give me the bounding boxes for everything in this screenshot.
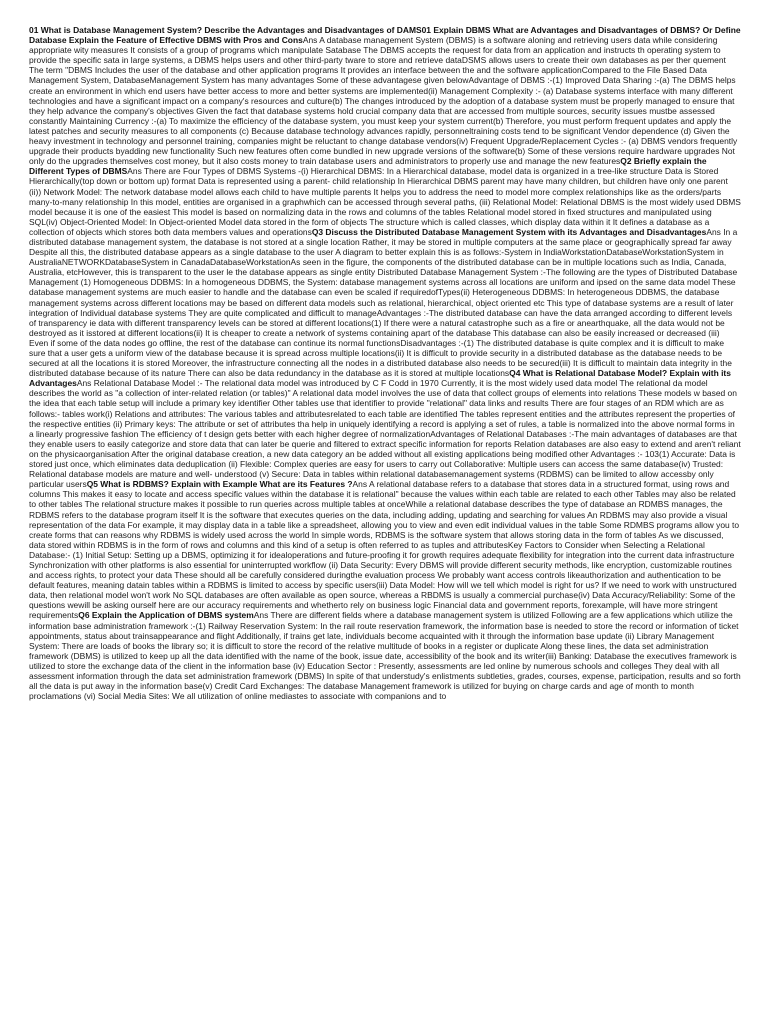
question-heading: 01 What is Database Management System? Describe the Advantages and Disadvantages of DAMS01 Explain DBMS What are Advantages and Disadvantages of DBMS? Or Define Database Explain the Feature of Effective DBMS with Pros and Cons	[29, 25, 741, 46]
answer-text: Ans In a distributed database management system, the database is not stored at a single location Rather, it may be stored in multiple computers at the same place or geographically spread far away Despite all this, the distributed database appears as a single database to the user A diagram to better explain this is as follows:-System in IndiaWorkstationDatabaseWorkstationSystem in AustraliaNETWORKDatabaseSystem in CanadaDatabaseWorkstationAs seen in the figure, the components of the distributed database can be in multiple locations such as India, Canada, Australia, etcHowever, this is transparent to the user le the database appears as single entity Distributed Database Management System :-The following are the types of Distributed Database Management (1) Homogeneous DDBMS: In a homogeneous DDBMS, the System: database management systems across all locations are uniform and ipsed on the same data model These database management systems are much easier to handle and the database can even be scaled if requiredofTypes(ii) Heterogeneous DDBMS: In heterogeneous DDBMS, the database management systems across different locations may be based on different data models such as relational, hierarchical, object oriented etc This type of database systems are a result of later integration of Individual database systems They are quite complicated and difficult to manageAdvantages :-The distributed database can have the data arranged according to different levels of transparency ie data with different transparency levels can be stored at different locations(1) If there were a natural catastrophe such as a fire or anearthquake, all the data would not be destroyed as it isstored at different locations(ii) It is cheaper to create a network of systems containing apart of the database This database can also be easily increased or decreased (iii) Even if some of the data nodes go offline, the rest of the database can continue its normal functionsDisadvantages :-(1) The distributed database is quite complex and it is difficult to make sure that a user gets a uniform view of the database because it is spread across multiple locations(ii) It is difficult to provide security in a distributed database as the database needs to be secured at all the locations it is stored Moreover, the infrastructure connecting all the nodes in a distributed database also needs to be secured(iii) It is difficult to maintain data integrity in the distributed database because of its nature There can also be data redundancy in the database as it is stored at multiple locations	[29, 226, 738, 379]
question-heading: Q6 Explain the Application of DBMS system	[78, 610, 254, 621]
answer-text: Ans There are different fields where a database management system is utilized Following are a few applications which utilize the information base administration framework :-(1) Railway Reservation System: In the rail route reservation framework, the information base is needed to store the record or information of ticket appointments, status about trainsappearance and flight Additionally, if trains get late, individuals become acquainted with it through the information base update (ii) Library Management System: There are loads of books the library so; it is difficult to store the record of the relative multitude of books in a register or duplicate Along these lines, the data set administration framework (DBMS) is utilized to keep up all the data identified with the name of the book, issue date, accessibility of the book and its writer(iii) Banking: Database the executives framework is utilized to store the exchange data of the client in the information base (iv) Education Sector : Presently, assessments are led online by numerous schools and colleges They deal with all assessment information through the data set administration framework (DBMS) In spite of that understudy's enlistments subtleties, grades, courses, expense, participation, results and so forth all the data is put away in the information base(v) Credit Card Exchanges: The database Management framework is utilized for buying on charge cards and age of month to month proclamations (vi) Social Media Sites: We all utilization of online mediastes to associate with companions and to	[29, 610, 741, 702]
question-heading: Q3 Discuss the Distributed Database Management System with its Advantages and Disadvantages	[311, 226, 707, 237]
answer-text: Ans A relational database refers to a database that stores data in a structured format, using rows and columns This makes it easy to locate and access specific values within the database it is relational" because the values within each table are related to each other Tables may also be related to other tables The relational structure makes it possible to run queries across multiple tables at onceWhile a relational database describes the type of database an RDMBS manages, the RDBMS refers to the database program itself It is the software that executes queries on the data, including adding, updating and searching for values An RDBMS may also provide a visual representation of the data For example, it may display data in a table like a spreadsheet, allowing you to view and even edit individual values in the table Some RDMBS programs allow you to create forms that can reasons why RDBMS is widely used across the world In simple words, RDBMS is the software system that allows storing data in the form of tables As we discussed, data stored within RDBMS is in the form of rows and columns and this kind of a setup is often referred to as tuples and attributesKey Factors to Consider when Selecting a Relational Database:- (1) Initial Setup: Setting up a DBMS, optimizing it for idealoperations and future-proofing it for growth requires adequate flexibility for integration into the current data infrastructure Synchronization with other platforms is also essential for uninterrupted workflow (ii) Data Security: Every DBMS will provide different security methods, like encryption, customizable routines and access rights, to protect your data These should all be carefully considered duringthe evaluation process We probably want access controls likeauthorization and authentication to be default features, meaning datain tables within a RDBMS is limited to access by specific users(iii) Data Model: How will we tell which model is right for us? If we need to work with unstructured data, then relational model won't work No SQL databases are often available as open source, whereas a RBDMS is usually a commercial purchase(iv) Data Accuracy/Reliability: Some of the questions wewill be asking ourself here are our accuracy requirements and whetherto rely on business logic Financial data and government reports, forexample, will have more stringent requirements	[29, 479, 740, 621]
question-heading: Q2 Briefly explain the Different Types of DBMS	[29, 156, 707, 177]
answer-text: Ans A database management System (DBMS) is a software aloning and retrieving users data while considering appropriate wity measures It consists of a group of programs which manipulate Satabase The DBMS accepts the request for data from an application and instructs th operating system to provide the specific sata in large systems, a DBMS helps users and other third-party tware to store and retrieve dataDSMS allows users to create their own databases as per ther quement The term "DBMS Includes the user of the database and other application programs It provides an interface between the and the software applicationCompared to the File Based Data Management System, DatabaseManagement System has many advantages Some of these advantagese given belowAdvantage of DBMS :-(1) Improved Data Sharing :-(a) The DBMS helps create an environment in which end users have better access to more and better systems are implemented(ii) Management Complexity :- (a) Database systems interface with many different technologies and have a significant impact on a company's resources and culture(b) The changes introduced by the adoption of a database system must be properly managed to ensure that they help advance the company's objectives Given the fact that database systems hold crucial company data that are accessed from multiple sources, security issues mustbe assessed constantly Maintaining Currency :-(a) To maximize the efficiency of the database system, you must keep your system current(b) Therefore, you must perform frequent updates and apply the latest patches and security measures to all components (c) Because database technology advances rapidly, personneltraining costs tend to be significant Vendor dependence (d) Given the heavy investment in technology and personnel training, companies might be reluctant to change database vendors(iv) Frequent Upgrade/Replacement Cycles :- (a) DBMS vendors frequently upgrade their products byadding new functionality Such new features often come bundled in new upgrade versions of the software(b) Some of these versions require hardware upgrades Not only do the upgrades themselves cost money, but it also costs money to train database users and administrators to properly use and manage the new features	[29, 35, 738, 167]
answer-text: Ans There are Four Types of DBMS Systems -(i) Hierarchical DBMS: In a Hierarchical database, model data is organized in a tree-like structure Data is Stored Hierarchically(top down or bottom up) format Data is represented using a parent- child relationship In Hierarchical DBMS parent may have many children, but children have only one parent (ii)) Network Model: The network database model allows each child to have multiple parents It helps you to address the need to model more complex relationships like as the orders/parts many-to-many relationship In this model, entities are organised in a graphwhich can be accessed through several paths, (iii) Relational Model: Relational DBMS is the most widely used DBMS model because it is one of the easiest This model is based on normalizing data in the rows and columns of the tables Relational model stored in fixed structures and manipulated using SQL(iv) Object-Oriented Model: In Object-oriented Model data stored in the form of objects The structure which is called classes, which display data within it It defines a database as a collection of objects which stores both data members values and operations	[29, 166, 741, 237]
document-body	[29, 25, 741, 701]
question-heading: Q4 What is Relational Database Model? Explain with its Advantages	[29, 368, 731, 389]
answer-text: Ans Relational Database Model :- The relational data model was introduced by C F Codd in 1970 Currently, it is the most widely used data model The relational da model describes the world as "a collection of inter-related relation (or tables)" A relational data model involves the use of data that collect groups of elements into relations These models w based on the idea that each table setup will include a primary key identifier Other tables use that identifier to provide "relational" data links and results There are four stages of an RDM which are as follows:- tables work(i) Relations and attributes: The various tables and attributesrelated to each table are identified The tables represent entities and the attributes represent the properties of the respective entities (ii) Primary keys: The attribute or set of attributes tha help in uniquely identifying a record is applying a set of rules, a table is normalized into the above normal forms in a linearly progressive fashion The efficiency of t design gets better with each higher degree of normalizationAdvantages of Relational Databases :-The main advantages of databases are that they enable users to easily categorize and store data that can later be querie and filtered to extract specific information for reports Relation databases are also easy to extend and aren't reliant on the physicaorganisation After the original database creation, a new data category an be added without all existing applications being modified other Advantages :- 103(1) Accurate: Data is stored just once, which eliminates data deduplication (ii) Flexible: Complex queries are easy for users to carry out Collaborative: Multiple users can access the same database(iv) Trusted: Relational database models are mature and well- understood (v) Secure: Data in tables within relational databasemanagement systems (RDBMS) can be limited to allow accessby only particular users	[29, 378, 741, 490]
question-heading: Q5 What is RDBMS? Explain with Example What are its Features ?	[86, 479, 353, 490]
